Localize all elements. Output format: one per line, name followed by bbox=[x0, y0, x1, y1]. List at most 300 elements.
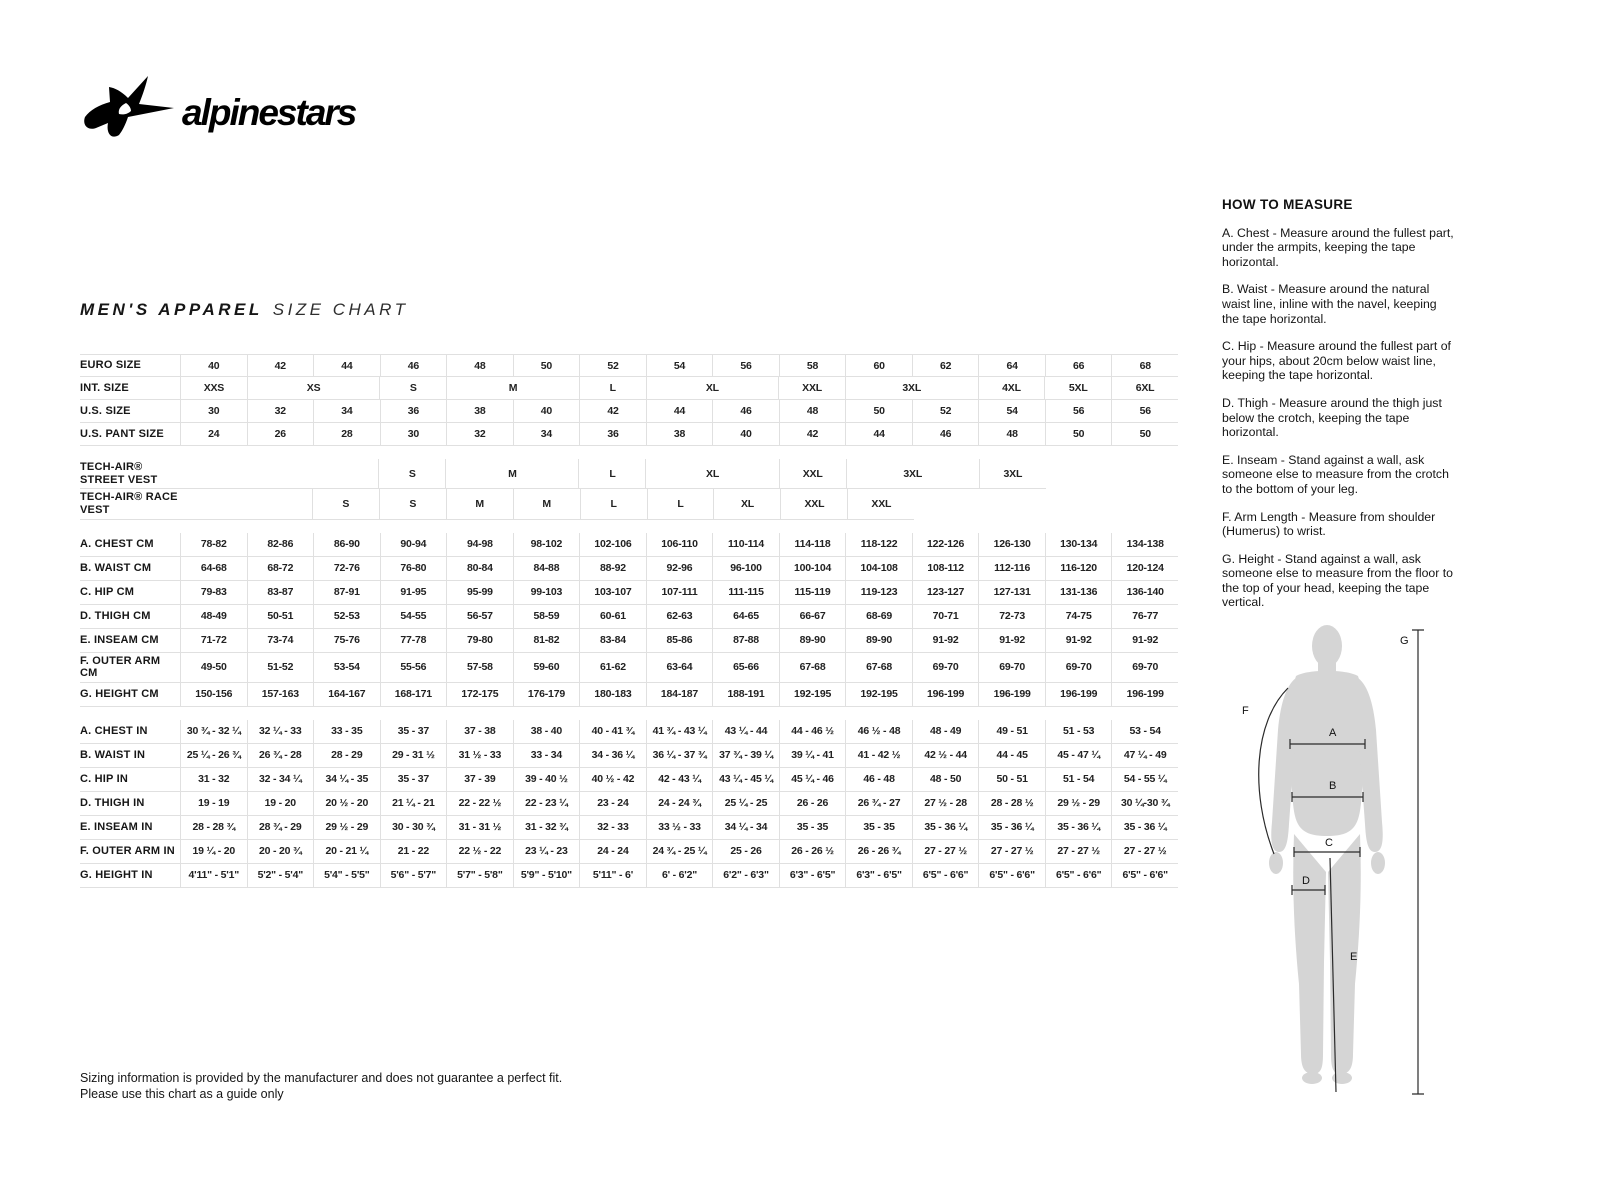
table-cell: 30 ¾ - 32 ¼ bbox=[180, 720, 247, 744]
table-cell: 56 bbox=[712, 354, 779, 377]
table-cell: 111-115 bbox=[712, 581, 779, 605]
table-cell: 67-68 bbox=[845, 653, 912, 683]
table-cell: 37 - 38 bbox=[446, 720, 513, 744]
table-row bbox=[80, 581, 1178, 605]
table-cell: 87-91 bbox=[313, 581, 380, 605]
disclaimer-line1: Sizing information is provided by the manufacturer and does not guarantee a perfect fit. bbox=[80, 1071, 563, 1085]
table-cell: 6'2" - 6'3" bbox=[712, 864, 779, 888]
table-row bbox=[80, 744, 1178, 768]
empty-cell bbox=[1046, 459, 1178, 489]
table-row bbox=[80, 816, 1178, 840]
table-cell: 94-98 bbox=[446, 533, 513, 557]
table-cell: 40 bbox=[513, 400, 580, 423]
table-cell: 32 bbox=[446, 423, 513, 446]
table-cell: 48-49 bbox=[180, 605, 247, 629]
table-cell: 28 ¾ - 29 bbox=[247, 816, 314, 840]
table-cell: 56 bbox=[1111, 400, 1178, 423]
table-cell: 150-156 bbox=[180, 683, 247, 707]
table-cell: 22 - 23 ¼ bbox=[513, 792, 580, 816]
table-cell: 6'5" - 6'6" bbox=[1045, 864, 1112, 888]
table-cell: 91-95 bbox=[380, 581, 447, 605]
table-cell: XL bbox=[646, 377, 779, 400]
table-cell: 44 bbox=[313, 354, 380, 377]
table-cell: 89-90 bbox=[779, 629, 846, 653]
table-cell: 35 - 36 ¼ bbox=[912, 816, 979, 840]
table-cell: 42 bbox=[579, 400, 646, 423]
table-cell: 31 - 32 ¾ bbox=[513, 816, 580, 840]
table-cell: 31 - 32 bbox=[180, 768, 247, 792]
table-cell: 30 - 30 ¾ bbox=[380, 816, 447, 840]
table-row bbox=[80, 354, 1178, 377]
table-cell: 6'5" - 6'6" bbox=[1111, 864, 1178, 888]
table-cell: 102-106 bbox=[579, 533, 646, 557]
table-cell: 71-72 bbox=[180, 629, 247, 653]
table-cell: 27 - 27 ½ bbox=[978, 840, 1045, 864]
table-cell: 38 bbox=[446, 400, 513, 423]
table-cell: S bbox=[379, 489, 446, 519]
table-cell: 112-116 bbox=[978, 557, 1045, 581]
table-cell: 92-96 bbox=[646, 557, 713, 581]
figure-label-waist: B bbox=[1329, 780, 1337, 792]
table-cell: 28 - 28 ½ bbox=[978, 792, 1045, 816]
table-cell: 44 bbox=[646, 400, 713, 423]
table-cell: 30 bbox=[180, 400, 247, 423]
table-cell: 35 - 36 ¼ bbox=[1045, 816, 1112, 840]
table-cell: 60-61 bbox=[579, 605, 646, 629]
table-cell: XXL bbox=[779, 459, 846, 489]
table-cell: 51 - 54 bbox=[1045, 768, 1112, 792]
table-cell: 41 - 42 ½ bbox=[845, 744, 912, 768]
table-cell: 126-130 bbox=[978, 533, 1045, 557]
table-cell: 59-60 bbox=[513, 653, 580, 683]
table-cell: 90-94 bbox=[380, 533, 447, 557]
table-row bbox=[80, 629, 1178, 653]
table-cell: 184-187 bbox=[646, 683, 713, 707]
table-cell: M bbox=[445, 459, 578, 489]
table-cell: 25 - 26 bbox=[712, 840, 779, 864]
table-cell: 23 - 24 bbox=[579, 792, 646, 816]
table-cell: XXS bbox=[180, 377, 247, 400]
table-cell: 83-84 bbox=[579, 629, 646, 653]
table-cell: 29 - 31 ½ bbox=[380, 744, 447, 768]
table-cell: 62 bbox=[912, 354, 979, 377]
row-label: INT. SIZE bbox=[80, 377, 180, 400]
table-cell: 5'7" - 5'8" bbox=[446, 864, 513, 888]
table-cell: 47 ¼ - 49 bbox=[1111, 744, 1178, 768]
table-cell: 54 bbox=[978, 400, 1045, 423]
measure-instruction: C. Hip - Measure around the fullest part of your hips, about 20cm below waist line, keeping the tape horizontal. bbox=[1222, 339, 1451, 383]
table-cell: 130-134 bbox=[1045, 533, 1112, 557]
table-cell: 20 ½ - 20 bbox=[313, 792, 380, 816]
table-cell: 48 bbox=[446, 354, 513, 377]
table-cell: 86-90 bbox=[313, 533, 380, 557]
measure-instructions bbox=[1222, 226, 1454, 610]
figure-label-hip: C bbox=[1325, 837, 1333, 849]
table-cell: 26 ¾ - 27 bbox=[845, 792, 912, 816]
table-cell: 87-88 bbox=[712, 629, 779, 653]
table-cell: 134-138 bbox=[1111, 533, 1178, 557]
table-cell: S bbox=[312, 489, 379, 519]
table-cell: 51-52 bbox=[247, 653, 314, 683]
table-cell: L bbox=[580, 489, 647, 519]
table-cell: 60 bbox=[845, 354, 912, 377]
row-label: G. HEIGHT CM bbox=[80, 683, 180, 707]
table-cell: 5'9" - 5'10" bbox=[513, 864, 580, 888]
table-cell: 21 ¼ - 21 bbox=[380, 792, 447, 816]
table-cell: 91-92 bbox=[978, 629, 1045, 653]
table-cell: 89-90 bbox=[845, 629, 912, 653]
table-cell: 122-126 bbox=[912, 533, 979, 557]
table-cell: 53 - 54 bbox=[1111, 720, 1178, 744]
table-cell: 50 - 51 bbox=[978, 768, 1045, 792]
table-row bbox=[80, 533, 1178, 557]
table-row bbox=[80, 864, 1178, 888]
table-cell: 53-54 bbox=[313, 653, 380, 683]
table-cell: 5'2" - 5'4" bbox=[247, 864, 314, 888]
table-row bbox=[80, 423, 1178, 446]
figure-label-height: G bbox=[1400, 635, 1409, 647]
table-cell: L bbox=[647, 489, 714, 519]
table-cell: 22 ½ - 22 bbox=[446, 840, 513, 864]
table-group-in bbox=[80, 720, 1178, 888]
table-cell: 6XL bbox=[1111, 377, 1178, 400]
table-cell: 34 ¼ - 34 bbox=[712, 816, 779, 840]
disclaimer bbox=[80, 1070, 562, 1102]
table-cell: 29 ½ - 29 bbox=[1045, 792, 1112, 816]
table-row bbox=[80, 459, 1178, 489]
table-cell: 68 bbox=[1111, 354, 1178, 377]
table-cell: S bbox=[379, 377, 446, 400]
table-cell: 196-199 bbox=[1045, 683, 1112, 707]
table-row bbox=[80, 400, 1178, 423]
table-cell: 24 - 24 ¾ bbox=[646, 792, 713, 816]
table-cell: 6'5" - 6'6" bbox=[978, 864, 1045, 888]
table-cell: 31 - 31 ½ bbox=[446, 816, 513, 840]
table-cell: 192-195 bbox=[845, 683, 912, 707]
table-cell: 82-86 bbox=[247, 533, 314, 557]
table-cell: 35 - 36 ¼ bbox=[978, 816, 1045, 840]
table-row bbox=[80, 792, 1178, 816]
table-cell: 45 ¼ - 46 bbox=[779, 768, 846, 792]
page-title-sub: SIZE CHART bbox=[272, 300, 409, 319]
table-cell: 6' - 6'2" bbox=[646, 864, 713, 888]
table-cell: XS bbox=[247, 377, 380, 400]
how-to-measure-section bbox=[1222, 198, 1454, 623]
table-cell: 6'3" - 6'5" bbox=[779, 864, 846, 888]
table-cell: 100-104 bbox=[779, 557, 846, 581]
table-cell: 34 - 36 ¼ bbox=[579, 744, 646, 768]
measure-instruction: A. Chest - Measure around the fullest part, under the armpits, keeping the tape horizontal. bbox=[1222, 225, 1454, 269]
table-cell: 43 ¼ - 45 ¼ bbox=[712, 768, 779, 792]
table-cell: 76-77 bbox=[1111, 605, 1178, 629]
how-to-measure-heading: HOW TO MEASURE bbox=[1222, 197, 1353, 212]
table-cell: 180-183 bbox=[579, 683, 646, 707]
table-cell: 38 - 40 bbox=[513, 720, 580, 744]
logo-wordmark: alpinestars bbox=[182, 92, 356, 133]
measure-instruction: D. Thigh - Measure around the thigh just below the crotch, keeping the tape horizontal. bbox=[1222, 395, 1442, 440]
table-cell: 68-72 bbox=[247, 557, 314, 581]
row-label: TECH-AIR® RACE VEST bbox=[80, 489, 180, 519]
table-cell: 35 - 35 bbox=[779, 816, 846, 840]
table-cell: 6'3" - 6'5" bbox=[845, 864, 912, 888]
table-cell: 29 ½ - 29 bbox=[313, 816, 380, 840]
table-cell: 37 - 39 bbox=[446, 768, 513, 792]
table-cell: 40 ½ - 42 bbox=[579, 768, 646, 792]
table-cell: 30 bbox=[380, 423, 447, 446]
table-cell: 51 - 53 bbox=[1045, 720, 1112, 744]
measure-instruction: F. Arm Length - Measure from shoulder (Humerus) to wrist. bbox=[1222, 509, 1436, 539]
table-cell: 115-119 bbox=[779, 581, 846, 605]
table-cell: XXL bbox=[778, 377, 845, 400]
table-cell: 28 - 29 bbox=[313, 744, 380, 768]
table-row bbox=[80, 605, 1178, 629]
table-cell: 131-136 bbox=[1045, 581, 1112, 605]
table-cell: 42 - 43 ¼ bbox=[646, 768, 713, 792]
table-cell: 96-100 bbox=[712, 557, 779, 581]
row-label: D. THIGH IN bbox=[80, 792, 180, 816]
table-row bbox=[80, 683, 1178, 707]
table-cell: 23 ¼ - 23 bbox=[513, 840, 580, 864]
row-label: E. INSEAM CM bbox=[80, 629, 180, 653]
row-label: F. OUTER ARM IN bbox=[80, 840, 180, 864]
table-row bbox=[80, 377, 1178, 400]
table-cell: 74-75 bbox=[1045, 605, 1112, 629]
table-cell: 27 ½ - 28 bbox=[912, 792, 979, 816]
table-cell: 3XL bbox=[845, 377, 978, 400]
table-cell: 168-171 bbox=[380, 683, 447, 707]
row-label: B. WAIST IN bbox=[80, 744, 180, 768]
table-cell: 49 - 51 bbox=[978, 720, 1045, 744]
table-cell: 196-199 bbox=[1111, 683, 1178, 707]
table-cell: 5'11" - 6' bbox=[579, 864, 646, 888]
measure-instruction: G. Height - Stand against a wall, ask someone else to measure from the floor to the top of your head, keeping the tape vertical. bbox=[1222, 551, 1454, 610]
table-cell: 72-76 bbox=[313, 557, 380, 581]
table-cell: 27 - 27 ½ bbox=[1045, 840, 1112, 864]
table-cell: 172-175 bbox=[446, 683, 513, 707]
table-cell: 21 - 22 bbox=[380, 840, 447, 864]
table-cell: 196-199 bbox=[912, 683, 979, 707]
table-cell: 123-127 bbox=[912, 581, 979, 605]
table-cell: 34 ¼ - 35 bbox=[313, 768, 380, 792]
height-line bbox=[1412, 630, 1424, 1094]
table-cell: 46 bbox=[712, 400, 779, 423]
table-row bbox=[80, 840, 1178, 864]
table-cell: 136-140 bbox=[1111, 581, 1178, 605]
table-cell: 110-114 bbox=[712, 533, 779, 557]
table-cell: 22 - 22 ½ bbox=[446, 792, 513, 816]
table-cell: 26 bbox=[247, 423, 314, 446]
table-cell: 50 bbox=[1045, 423, 1112, 446]
table-cell: XXL bbox=[847, 489, 914, 519]
row-label: G. HEIGHT IN bbox=[80, 864, 180, 888]
empty-cell bbox=[180, 459, 378, 489]
table-cell: 36 bbox=[579, 423, 646, 446]
table-cell: 37 ¾ - 39 ¼ bbox=[712, 744, 779, 768]
table-cell: 64-65 bbox=[712, 605, 779, 629]
table-cell: 188-191 bbox=[712, 683, 779, 707]
table-cell: XL bbox=[645, 459, 778, 489]
table-cell: L bbox=[579, 377, 646, 400]
body-silhouette bbox=[1269, 625, 1385, 1084]
table-cell: 68-69 bbox=[845, 605, 912, 629]
row-label: E. INSEAM IN bbox=[80, 816, 180, 840]
table-cell: 38 bbox=[646, 423, 713, 446]
table-cell: 45 - 47 ¼ bbox=[1045, 744, 1112, 768]
table-cell: 33 - 35 bbox=[313, 720, 380, 744]
table-cell: 32 - 33 bbox=[579, 816, 646, 840]
table-cell: M bbox=[513, 489, 580, 519]
table-cell: 36 bbox=[380, 400, 447, 423]
table-cell: 76-80 bbox=[380, 557, 447, 581]
page-title bbox=[80, 300, 409, 320]
table-cell: 50 bbox=[845, 400, 912, 423]
table-cell: 27 - 27 ½ bbox=[912, 840, 979, 864]
table-cell: 20 - 21 ¼ bbox=[313, 840, 380, 864]
table-cell: 103-107 bbox=[579, 581, 646, 605]
table-cell: 42 bbox=[247, 354, 314, 377]
table-cell: 56 bbox=[1045, 400, 1112, 423]
table-cell: 26 - 26 bbox=[779, 792, 846, 816]
table-cell: 48 bbox=[779, 400, 846, 423]
table-group-cm bbox=[80, 533, 1178, 707]
table-cell: 62-63 bbox=[646, 605, 713, 629]
table-cell: 40 bbox=[712, 423, 779, 446]
empty-cell bbox=[180, 489, 312, 519]
table-cell: 36 ¼ - 37 ¾ bbox=[646, 744, 713, 768]
table-cell: 108-112 bbox=[912, 557, 979, 581]
table-cell: 34 bbox=[313, 400, 380, 423]
table-cell: 66-67 bbox=[779, 605, 846, 629]
table-cell: 46 bbox=[380, 354, 447, 377]
row-label: D. THIGH CM bbox=[80, 605, 180, 629]
table-cell: 56-57 bbox=[446, 605, 513, 629]
figure-label-inseam: E bbox=[1350, 951, 1358, 963]
measurement-figure bbox=[1232, 622, 1432, 1100]
table-cell: 58-59 bbox=[513, 605, 580, 629]
table-cell: 52 bbox=[912, 400, 979, 423]
table-cell: 35 - 35 bbox=[845, 816, 912, 840]
table-cell: 44 bbox=[845, 423, 912, 446]
table-cell: 19 - 19 bbox=[180, 792, 247, 816]
table-row bbox=[80, 489, 1178, 519]
table-cell: 98-102 bbox=[513, 533, 580, 557]
table-cell: 50 bbox=[1111, 423, 1178, 446]
table-cell: 25 ¼ - 26 ¾ bbox=[180, 744, 247, 768]
table-row bbox=[80, 768, 1178, 792]
table-cell: 104-108 bbox=[845, 557, 912, 581]
table-cell: 54-55 bbox=[380, 605, 447, 629]
table-cell: 73-74 bbox=[247, 629, 314, 653]
row-label: EURO SIZE bbox=[80, 354, 180, 377]
table-cell: 157-163 bbox=[247, 683, 314, 707]
table-cell: 114-118 bbox=[779, 533, 846, 557]
table-cell: 32 bbox=[247, 400, 314, 423]
table-cell: 118-122 bbox=[845, 533, 912, 557]
table-cell: 20 - 20 ¾ bbox=[247, 840, 314, 864]
table-cell: 49-50 bbox=[180, 653, 247, 683]
table-cell: 35 - 37 bbox=[380, 768, 447, 792]
table-cell: 52-53 bbox=[313, 605, 380, 629]
table-cell: 31 ½ - 33 bbox=[446, 744, 513, 768]
table-cell: 42 ½ - 44 bbox=[912, 744, 979, 768]
table-cell: 46 ½ - 48 bbox=[845, 720, 912, 744]
disclaimer-line2: Please use this chart as a guide only bbox=[80, 1087, 284, 1101]
table-cell: 91-92 bbox=[912, 629, 979, 653]
table-cell: 50-51 bbox=[247, 605, 314, 629]
table-cell: 32 ¼ - 33 bbox=[247, 720, 314, 744]
table-cell: 52 bbox=[579, 354, 646, 377]
table-cell: 26 - 26 ¾ bbox=[845, 840, 912, 864]
table-cell: 46 - 48 bbox=[845, 768, 912, 792]
table-cell: 25 ¼ - 25 bbox=[712, 792, 779, 816]
table-cell: 26 - 26 ½ bbox=[779, 840, 846, 864]
table-cell: 26 ¾ - 28 bbox=[247, 744, 314, 768]
table-cell: 84-88 bbox=[513, 557, 580, 581]
row-label: B. WAIST CM bbox=[80, 557, 180, 581]
table-cell: 66 bbox=[1045, 354, 1112, 377]
table-cell: 33 ½ - 33 bbox=[646, 816, 713, 840]
table-cell: 69-70 bbox=[978, 653, 1045, 683]
table-cell: 3XL bbox=[846, 459, 979, 489]
table-cell: 127-131 bbox=[978, 581, 1045, 605]
table-cell: 54 bbox=[646, 354, 713, 377]
table-cell: 28 - 28 ¾ bbox=[180, 816, 247, 840]
table-cell: 79-83 bbox=[180, 581, 247, 605]
table-cell: 27 - 27 ½ bbox=[1111, 840, 1178, 864]
table-cell: 77-78 bbox=[380, 629, 447, 653]
table-cell: 48 bbox=[978, 423, 1045, 446]
table-cell: 61-62 bbox=[579, 653, 646, 683]
table-cell: 57-58 bbox=[446, 653, 513, 683]
table-cell: 75-76 bbox=[313, 629, 380, 653]
table-row bbox=[80, 653, 1178, 683]
row-label: C. HIP IN bbox=[80, 768, 180, 792]
table-cell: 54 - 55 ¼ bbox=[1111, 768, 1178, 792]
row-label: TECH-AIR® STREET VEST bbox=[80, 459, 180, 489]
table-cell: 95-99 bbox=[446, 581, 513, 605]
table-cell: 34 bbox=[513, 423, 580, 446]
table-cell: 28 bbox=[313, 423, 380, 446]
table-cell: 107-111 bbox=[646, 581, 713, 605]
table-cell: 43 ¼ - 44 bbox=[712, 720, 779, 744]
table-cell: 6'5" - 6'6" bbox=[912, 864, 979, 888]
table-cell: XXL bbox=[780, 489, 847, 519]
table-group-sizes bbox=[80, 354, 1178, 446]
row-label: F. OUTER ARM CM bbox=[80, 653, 180, 683]
table-cell: 58 bbox=[779, 354, 846, 377]
figure-label-chest: A bbox=[1329, 727, 1337, 739]
table-cell: 67-68 bbox=[779, 653, 846, 683]
table-cell: 119-123 bbox=[845, 581, 912, 605]
empty-cell bbox=[914, 489, 1178, 519]
row-label: A. CHEST IN bbox=[80, 720, 180, 744]
table-cell: 50 bbox=[513, 354, 580, 377]
table-cell: 69-70 bbox=[912, 653, 979, 683]
table-cell: 64 bbox=[978, 354, 1045, 377]
table-cell: 5XL bbox=[1044, 377, 1111, 400]
table-cell: 39 - 40 ½ bbox=[513, 768, 580, 792]
table-cell: 44 - 46 ½ bbox=[779, 720, 846, 744]
table-cell: 106-110 bbox=[646, 533, 713, 557]
figure-label-thigh: D bbox=[1302, 875, 1310, 887]
table-cell: 91-92 bbox=[1045, 629, 1112, 653]
table-cell: 4'11" - 5'1" bbox=[180, 864, 247, 888]
table-cell: 116-120 bbox=[1045, 557, 1112, 581]
measure-instruction: B. Waist - Measure around the natural waist line, inline with the navel, keeping the tape horizontal. bbox=[1222, 282, 1437, 326]
table-cell: 69-70 bbox=[1045, 653, 1112, 683]
table-cell: 30 ¼-30 ¾ bbox=[1111, 792, 1178, 816]
table-cell: 176-179 bbox=[513, 683, 580, 707]
